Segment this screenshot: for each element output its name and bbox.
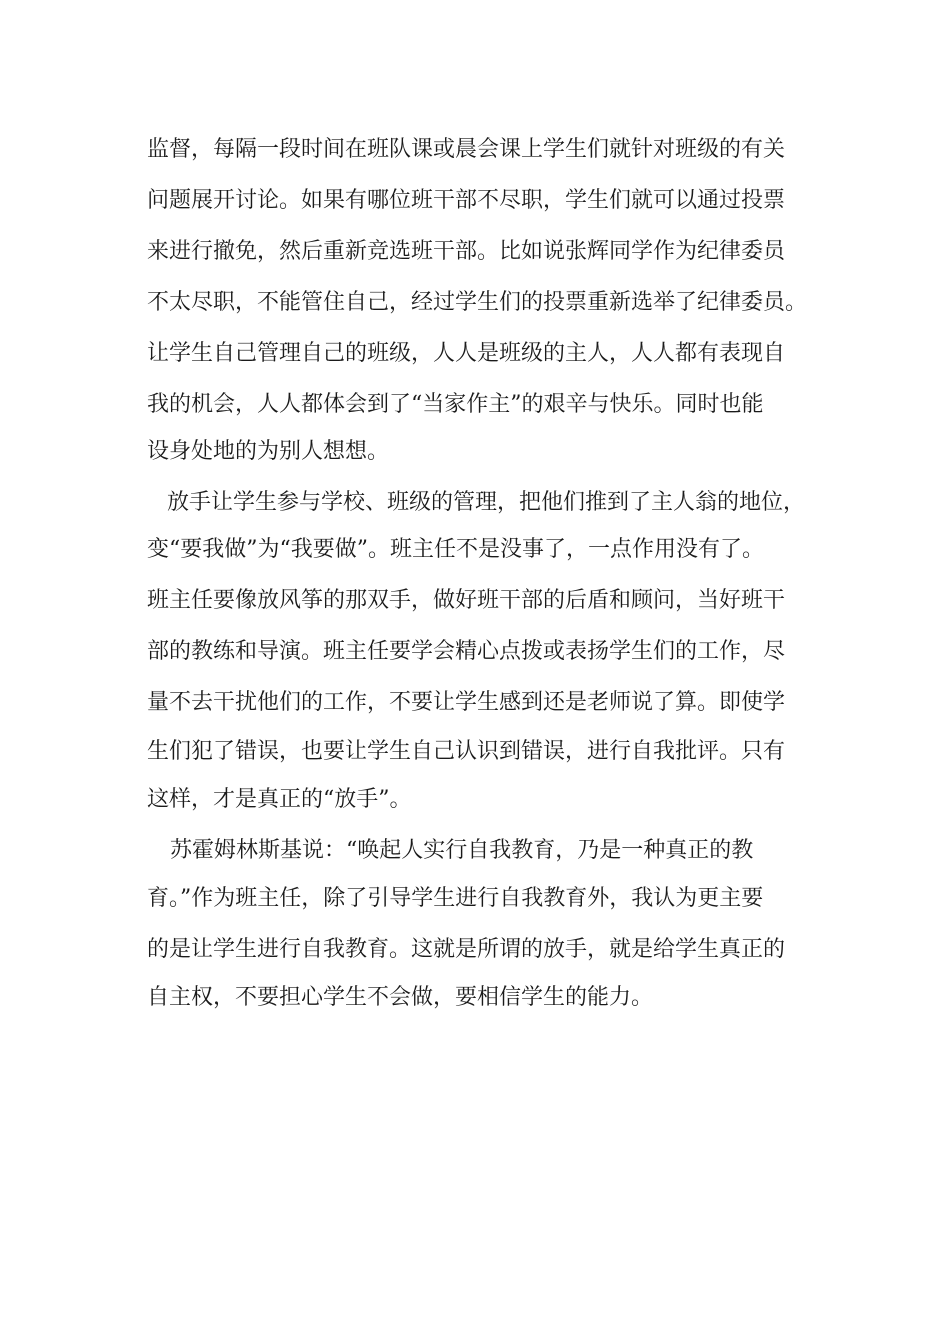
text-line: 来进行撤免，然后重新竞选班干部。比如说张辉同学作为纪律委员 (147, 239, 786, 264)
text-line: 自主权，不要担心学生不会做，要相信学生的能力。 (147, 985, 654, 1010)
text-line: 我的机会，人人都体会到了“当家作主”的艰辛与快乐。同时也能 (147, 392, 764, 417)
text-line: 的是让学生进行自我教育。这就是所谓的放手，就是给学生真正的 (147, 937, 786, 962)
text-line: 不太尽职，不能管住自己，经过学生们的投票重新选举了纪律委员。 (147, 290, 808, 315)
text-line: 量不去干扰他们的工作，不要让学生感到还是老师说了算。即使学 (147, 690, 786, 715)
text-line: 班主任要像放风筝的那双手，做好班干部的后盾和顾问，当好班干 (147, 588, 786, 613)
text-line: 问题展开讨论。如果有哪位班干部不尽职，学生们就可以通过投票 (147, 188, 786, 213)
text-line: 育。”作为班主任，除了引导学生进行自我教育外，我认为更主要 (147, 886, 764, 911)
text-line: 生们犯了错误，也要让学生自己认识到错误，进行自我批评。只有 (147, 739, 786, 764)
text-line: 变“要我做”为“我要做”。班主任不是没事了，一点作用没有了。 (147, 537, 764, 562)
paragraph-start-line: 放手让学生参与学校、班级的管理，把他们推到了主人翁的地位， (167, 490, 806, 515)
text-line: 监督，每隔一段时间在班队课或晨会课上学生们就针对班级的有关 (147, 137, 786, 162)
text-line: 设身处地的为别人想想。 (147, 439, 390, 464)
text-line: 部的教练和导演。班主任要学会精心点拨或表扬学生们的工作，尽 (147, 639, 786, 664)
paragraph-start-line: 苏霍姆林斯基说：“唤起人实行自我教育，乃是一种真正的教 (170, 838, 754, 863)
text-line: 让学生自己管理自己的班级，人人是班级的主人，人人都有表现自 (147, 341, 786, 366)
text-line: 这样，才是真正的“放手”。 (147, 787, 412, 812)
